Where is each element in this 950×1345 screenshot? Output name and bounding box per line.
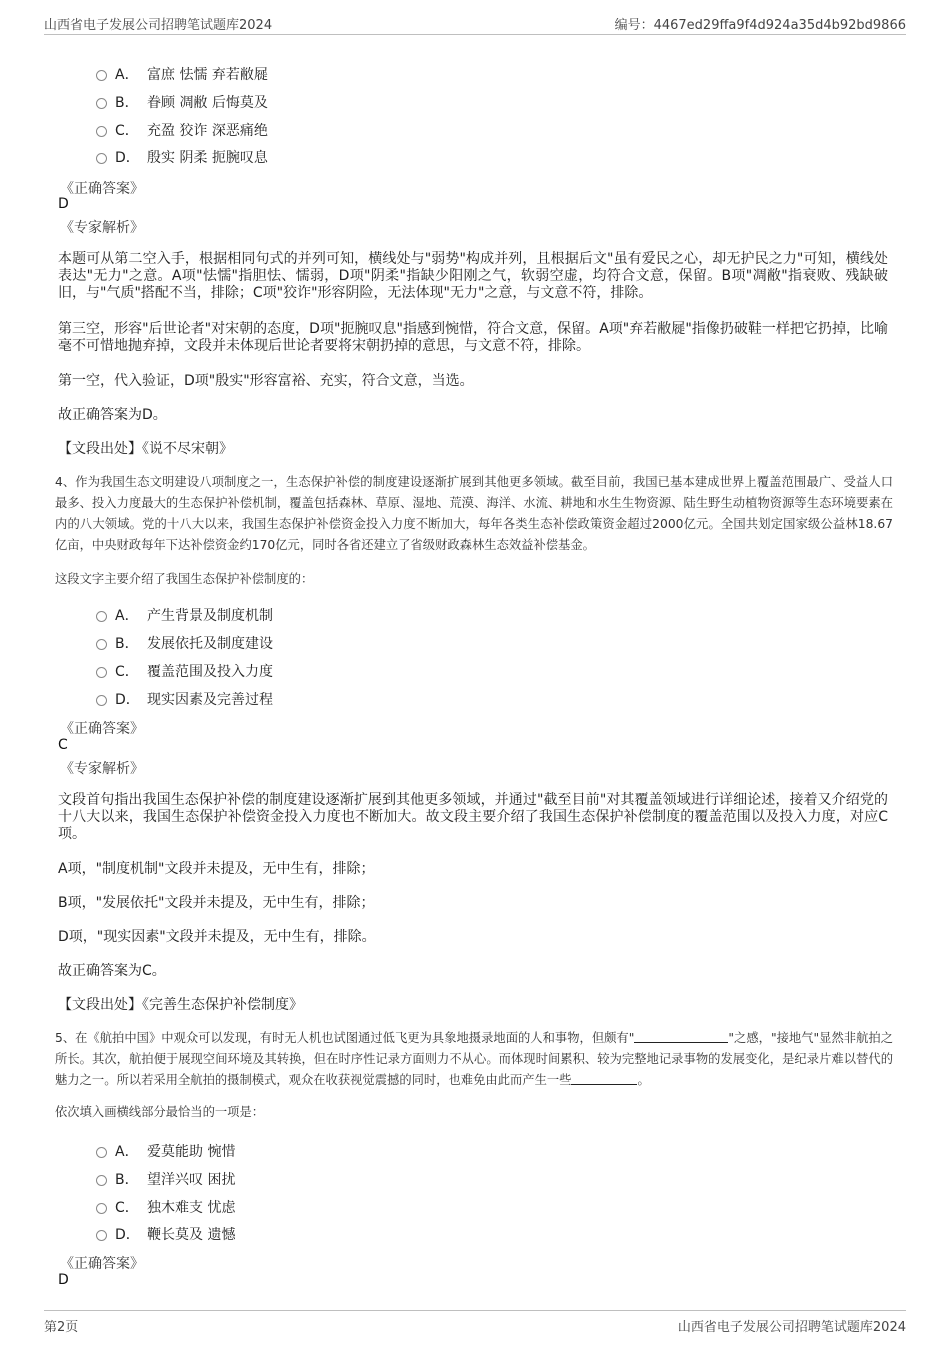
q4-answer-label: 《正确答案》 (60, 721, 144, 737)
q5-option-c[interactable]: C． 独木难支 忧虑 (96, 1197, 235, 1217)
q4-analysis-p2: A项，"制度机制"文段并未提及，无中生有，排除； (58, 861, 375, 877)
q4-answer: C (58, 737, 68, 753)
q4-stem: 这段文字主要介绍了我国生态保护补偿制度的： (55, 572, 314, 586)
q4-option-c[interactable]: C． 覆盖范围及投入力度 (96, 661, 273, 681)
page-number: 第2页 (44, 1320, 79, 1335)
q3-option-b[interactable]: B． 眷顾 凋敝 后悔莫及 (96, 92, 268, 112)
q5-option-b[interactable]: B． 望洋兴叹 困扰 (96, 1169, 235, 1189)
q3-analysis-p4: 故正确答案为D。 (58, 407, 167, 423)
q4-analysis-p5: 故正确答案为C。 (58, 963, 166, 979)
q4-analysis-p4: D项，"现实因素"文段并未提及，无中生有，排除。 (58, 929, 376, 945)
q3-analysis-p3: 第一空，代入验证，D项"殷实"形容富裕、充实，符合文意，当选。 (58, 373, 474, 389)
q3-option-a[interactable]: A． 富庶 怯懦 弃若敝屣 (96, 64, 268, 84)
page-footer (44, 1310, 906, 1337)
radio-icon[interactable] (96, 1175, 107, 1186)
radio-icon[interactable] (96, 1203, 107, 1214)
q5-blank-1 (634, 1030, 728, 1043)
q3-analysis-p2: 第三空，形容"后世论者"对宋朝的态度，D项"扼腕叹息"指感到惋惜，符合文意，保留。A项"弃若敝屣"指像扔破鞋一样把它扔掉，比喻毫不可惜地抛弃掉，文段并未体现后世论者要将宋朝扔掉的意思，与文意不符，排除。 (58, 321, 888, 354)
q4-text: 4、作为我国生态文明建设八项制度之一，生态保护补偿的制度建设逐渐扩展到其他更多领域。截至目前，我国已基本建成世界上覆盖范围最广、受益人口最多、投入力度最大的生态保护补偿机制，覆盖包括森林、草原、湿地、荒漠、海洋、水流、耕地和水生生物资源、陆生野生动植物资源等生态环境要素在内的八大领域。党的十八大以来，我国生态保护补偿资金投入力度不断加大，每年各类生态补偿政策资金超过2000亿元。全国共划定国家级公益林18.67亿亩，中央财政每年下达补偿资金约170亿元，同时各省还建立了省级财政森林生态效益补偿基金。 (55, 475, 893, 552)
q3-answer: D (58, 196, 69, 212)
q3-source: 【文段出处】《说不尽宋朝》 (58, 441, 233, 457)
q3-option-d[interactable]: D． 殷实 阴柔 扼腕叹息 (96, 147, 268, 167)
radio-icon[interactable] (96, 98, 107, 109)
radio-icon[interactable] (96, 70, 107, 81)
q5-stem: 依次填入画横线部分最恰当的一项是： (55, 1105, 265, 1119)
q4-analysis-p3: B项，"发展依托"文段并未提及，无中生有，排除； (58, 895, 375, 911)
q5-option-d[interactable]: D． 鞭长莫及 遗憾 (96, 1224, 235, 1244)
q5-option-a[interactable]: A． 爱莫能助 惋惜 (96, 1141, 235, 1161)
q3-answer-label: 《正确答案》 (60, 181, 144, 197)
radio-icon[interactable] (96, 667, 107, 678)
q4-analysis-p1: 文段首句指出我国生态保护补偿的制度建设逐渐扩展到其他更多领域，并通过"截至目前"对其覆盖领域进行详细论述，接着又介绍党的十八大以来，我国生态保护补偿资金投入力度也不断加大。故文段主要介绍了我国生态保护补偿制度的覆盖范围以及投入力度，对应C项。 (58, 792, 888, 842)
q5-blank-2 (571, 1072, 637, 1085)
radio-icon[interactable] (96, 1147, 107, 1158)
radio-icon[interactable] (96, 695, 107, 706)
q4-option-b[interactable]: B． 发展依托及制度建设 (96, 633, 273, 653)
q4-source: 【文段出处】《完善生态保护补偿制度》 (58, 997, 303, 1013)
q4-option-d[interactable]: D． 现实因素及完善过程 (96, 689, 273, 709)
radio-icon[interactable] (96, 1230, 107, 1241)
page-header (44, 10, 906, 35)
header-doc-id: 编号：4467ed29ffa9f4d924a35d4b92bd9866 (614, 18, 906, 33)
q4-analysis-label: 《专家解析》 (60, 761, 144, 777)
radio-icon[interactable] (96, 611, 107, 622)
q5-answer: D (58, 1272, 69, 1288)
q3-analysis-label: 《专家解析》 (60, 220, 144, 236)
footer-title: 山西省电子发展公司招聘笔试题库2024 (677, 1320, 906, 1335)
q5-text: 5、在《航拍中国》中观众可以发现，有时无人机也试图通过低飞更为具象地摄录地面的人和事物，但颇有" "之感，"接地气"显然非航拍之所长。其次，航拍便于展现空间环境及其转换，但在时序性记录方面则力不从心。而体现时间累积、较为完整地记录事物的发展变化，是纪录片难以替代的魅力之一。所以若采用全航拍的摄制模式，观众在收获视觉震撼的同时，也难免由此而产生一些 。 (55, 1031, 893, 1087)
q3-option-c[interactable]: C． 充盈 狡诈 深恶痛绝 (96, 120, 268, 140)
header-title: 山西省电子发展公司招聘笔试题库2024 (44, 18, 273, 33)
radio-icon[interactable] (96, 153, 107, 164)
radio-icon[interactable] (96, 639, 107, 650)
q4-option-a[interactable]: A． 产生背景及制度机制 (96, 605, 273, 625)
radio-icon[interactable] (96, 126, 107, 137)
q5-answer-label: 《正确答案》 (60, 1256, 144, 1272)
q3-analysis-p1: 本题可从第二空入手，根据相同句式的并列可知，横线处与"弱势"构成并列，且根据后文"虽有爱民之心，却无护民之力"可知，横线处表达"无力"之意。A项"怯懦"指胆怯、懦弱，D项"阴柔"指缺少阳刚之气，软弱空虚，均符合文意，保留。B项"凋敝"指衰败、残缺破旧，与"气质"搭配不当，排除；C项"狡诈"形容阴险，无法体现"无力"之意，与文意不符，排除。 (58, 251, 888, 301)
